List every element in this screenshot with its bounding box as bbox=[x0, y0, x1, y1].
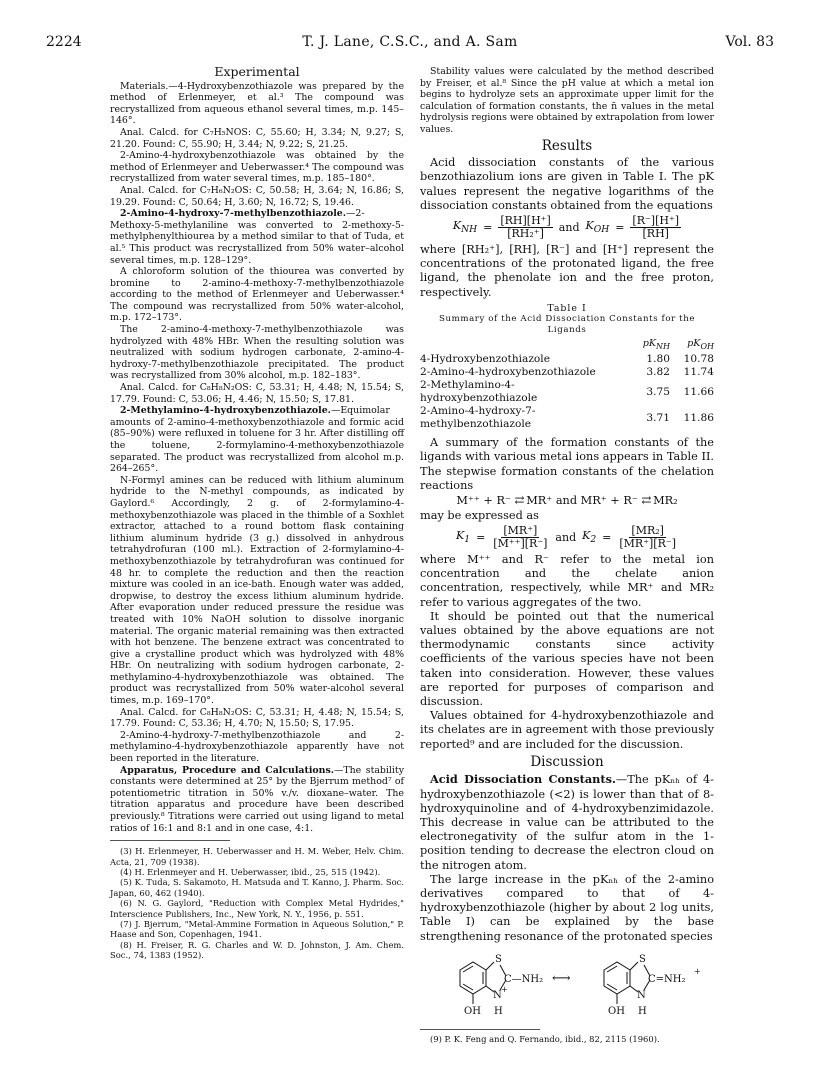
atom-label: H bbox=[638, 1005, 647, 1017]
paragraph: 2-Amino-4-hydroxybenzothiazole was obtained by the method of Erlenmeyer and Ueberwasser.⁴ The compound was recrystallized from water several times, m.p. 185–180°. bbox=[110, 150, 404, 185]
subheading: Acid Dissociation Constants. bbox=[430, 772, 616, 787]
equation-formation bbox=[420, 525, 714, 550]
paragraph: Values obtained for 4-hydroxybenzothiazole and its chelates are in agreement with those previously reported⁹ and are included for the discussion. bbox=[420, 709, 714, 751]
subheading: 2-Amino-4-hydroxy-7-methylbenzothiazole. bbox=[120, 208, 346, 220]
paragraph: A chloroform solution of the thiourea was converted by bromine to 2-amino-4-methoxy-7-methylbenzothiazole according to the method of Erlenmeyer and Ueberwasser.⁴ The compound was recrystallized from 50% water-alcohol, m.p. 172–173°. bbox=[110, 266, 404, 324]
paragraph bbox=[110, 405, 404, 475]
fraction: $\frac{[RH][H^+]}{\text{[RH₂⁺]}}$ bbox=[500, 213, 551, 240]
eq-symbol: $K_1$ bbox=[456, 528, 471, 545]
reference-item: (4) H. Erlenmeyer and H. Ueberwasser, ibid., 25, 515 (1942). bbox=[120, 867, 381, 877]
equation-dissociation bbox=[420, 215, 714, 240]
paragraph: Acid dissociation constants of the various benzothiazolium ions are given in Table I. The pK values represent the negative logarithms of the dissociation constants obtained from the equations bbox=[420, 156, 714, 212]
table-row: 2-Methylamino-4-hydroxybenzothiazole 3.75 11.66 bbox=[420, 379, 714, 405]
reference-item: (3) H. Erlenmeyer, H. Ueberwasser and H. M. Weber, Helv. Chim. Acta, 21, 709 (1938). bbox=[110, 846, 404, 867]
table-row: 2-Amino-4-hydroxybenzothiazole 3.82 11.74 bbox=[420, 366, 714, 379]
paragraph: It should be pointed out that the numerical values obtained by the above equations are not thermodynamic constants since activity coefficients of the various species have not been taken into consideration. However, these values are reported for purposes of comparison and discussion. bbox=[420, 609, 714, 708]
results-heading: Results bbox=[541, 137, 593, 154]
paragraph: Anal. Calcd. for C₈H₈N₂OS: C, 53.31; H, 4.48; N, 15.54; S, 17.79. Found: C, 53.06; H, 4.46; N, 15.50; S, 17.81. bbox=[110, 382, 404, 405]
eq-equals: = bbox=[483, 220, 493, 234]
paragraph-text: —Equimolar amounts of 2-amino-4-methoxybenzothiazole and formic acid (85–90%) were refluxed in toluene for 3 hr. After distilling off the toluene, 2-formylamino-4-methoxybenzothiazole separated. The product was recrystallized from alcohol m.p. 264–265°. bbox=[110, 405, 404, 475]
discussion-heading: Discussion bbox=[530, 753, 604, 770]
eq-equals: = bbox=[615, 220, 625, 234]
eq-equals: = bbox=[476, 530, 486, 544]
paragraph bbox=[110, 765, 404, 835]
charge-label: + bbox=[501, 984, 508, 994]
fraction: $\frac{[R^-][H^+]}{[RH]}$ bbox=[632, 213, 680, 240]
resonance-structure-diagram bbox=[420, 948, 714, 1020]
atom-label: OH bbox=[608, 1005, 625, 1017]
table-header-row bbox=[420, 337, 714, 353]
resonance-arrow-icon: ⟷ bbox=[552, 970, 571, 986]
equilibrium-arrow-icon: ⇄ bbox=[514, 493, 523, 508]
atom-label: H bbox=[494, 1005, 503, 1017]
reaction-equation: M⁺⁺ + R⁻ ⇄ MR⁺ and MR⁺ + R⁻ ⇄ MR₂ bbox=[456, 493, 678, 508]
atom-label: C=NH₂ bbox=[648, 973, 686, 985]
table-title: Summary of the Acid Dissociation Constants for the bbox=[438, 314, 696, 325]
paragraph bbox=[110, 208, 404, 266]
dissociation-table bbox=[420, 337, 714, 431]
atom-label: N bbox=[493, 989, 502, 1001]
table-title: Ligands bbox=[547, 325, 587, 336]
paragraph: Materials.—4-Hydroxybenzothiazole was prepared by the method of Erlenmeyer, et al.³ The compound was recrystallized from aqueous ethanol several times, m.p. 145–146°. bbox=[110, 80, 404, 127]
atom-label: S bbox=[495, 953, 502, 965]
atom-label: N bbox=[637, 989, 646, 1001]
right-column bbox=[420, 66, 714, 1045]
left-column bbox=[110, 66, 404, 961]
column-header: $pK_{OH}$ bbox=[687, 338, 714, 352]
paragraph: Anal. Calcd. for C₈H₈N₂OS: C, 53.31; H, 4.48; N, 15.54; S, 17.79. Found: C, 53.36; H, 4.70; N, 15.50; S, 17.95. bbox=[110, 706, 404, 730]
eq-symbol: $K_{NH}$ bbox=[452, 218, 478, 236]
paragraph: where M⁺⁺ and R⁻ refer to the metal ion concentration and the chelate anion concentration, respectively, while MR⁺ and MR₂ refer to various aggregates of the two. bbox=[420, 552, 714, 609]
paragraph: N-Formyl amines can be reduced with lithium aluminum hydride to the N-methyl compounds, as indicated by Gaylord.⁶ Accordingly, 2 g. of 2-formylamino-4-methoxybenzothiazole was placed in the thimble of a Soxhlet extractor, attached to a round bottom flask containing lithium aluminum hydride (3 g.) dissolved in anhydrous tetrahydrofuran (100 ml.). Extraction of 2-formylamino-4-methoxybenzothiazole by tetrahydrofuran was continued for 48 hr. to complete the reduction and then the reaction mixture was cooled in an ice-bath. Enough water was added, dropwise, to destroy the excess lithium aluminum hydride. After evaporation under reduced pressure the residue was treated with 10% NaOH solution to dissolve inorganic material. The organic material remaining was then extracted with hot benzene. The benzene extract was concentrated to give a crystalline product which was hydrolyzed with 48% HBr. On neutralizing with sodium hydrogen carbonate, 2-methylamino-4-hydroxybenzothiazole was obtained. The product was recrystallized from 50% water-alcohol several times, m.p. 169–170°. bbox=[110, 474, 404, 707]
paragraph: may be expressed as bbox=[420, 508, 539, 522]
atom-label: OH bbox=[464, 1005, 481, 1017]
page-header bbox=[46, 34, 774, 54]
paragraph: A summary of the formation constants of the ligands with various metal ions appears in Table II. The stepwise formation constants of the chelation reactions bbox=[420, 436, 714, 492]
paragraph bbox=[420, 772, 714, 872]
footnote-rule bbox=[420, 1029, 540, 1030]
running-title: T. J. Lane, C.S.C., and A. Sam bbox=[302, 34, 518, 50]
paragraph-text: —The stability constants were determined at 25° by the Bjerrum method⁷ of potentiometric titration in 50% v./v. dioxane–water. The titration apparatus and procedure have been described previously.⁸ Titrations were carried out using ligand to metal ratios of 16:1 and 8:1 and in one case, 4:1. bbox=[110, 764, 404, 834]
paragraph-text: —2-Methoxy-5-methylaniline was converted to 2-methoxy-5-methylphenylthiourea by a method similar to that of Tuda, et al.⁵ This product was recrystallized from 50% water–alcohol several times, m.p. 128–129°. bbox=[110, 208, 404, 266]
subheading: 2-Methylamino-4-hydroxybenzothiazole. bbox=[120, 405, 331, 417]
paragraph: The large increase in the pKₙₕ of the 2-amino derivatives compared to that of 4-hydroxybenzothiazole (higher by about 2 log units, Table I) can be explained by the base strengthening resonance of the protonated species bbox=[420, 872, 714, 943]
footnote: (9) P. K. Feng and Q. Fernando, ibid., 82, 2115 (1960). bbox=[430, 1034, 660, 1045]
paragraph: Stability values were calculated by the method described by Freiser, et al.⁸ Since the pH value at which a metal ion begins to hydrolyze sets an approximate upper limit for the calculation of formation constants, the n̄ values in the metal hydrolysis regions were obtained by extrapolation from lower values. bbox=[420, 66, 714, 135]
eq-symbol: $K_{OH}$ bbox=[585, 218, 610, 236]
paragraph: Anal. Calcd. for C₇H₅NOS: C, 55.60; H, 3.34; N, 9.27; S, 21.20. Found: C, 55.90; H, 3.44; N, 9.22; S, 21.25. bbox=[110, 126, 404, 150]
atom-label: S bbox=[639, 953, 646, 965]
fraction: $\frac{\text{[MR₂]}}{[MR^+][R^-]}$ bbox=[619, 523, 676, 550]
charge-label: + bbox=[694, 966, 701, 976]
reference-item: (5) K. Tuda, S. Sakamoto, H. Matsuda and T. Kanno, J. Pharm. Soc. Japan, 60, 462 (1940). bbox=[110, 877, 404, 898]
eq-equals: = bbox=[602, 530, 612, 544]
column-header: $pK_{NH}$ bbox=[642, 338, 670, 352]
eq-symbol: $K_2$ bbox=[582, 528, 597, 545]
footnote-area bbox=[420, 1029, 714, 1044]
paragraph: where [RH₂⁺], [RH], [R⁻] and [H⁺] represent the concentrations of the protonated ligand, the free ligand, the phenolate ion and the free proton, respectively. bbox=[420, 242, 714, 299]
reference-item: (7) J. Bjerrum, "Metal-Ammine Formation in Aqueous Solution," P. Haase and Son, Copenhagen, 1941. bbox=[110, 919, 404, 940]
table-row: 2-Amino-4-hydroxy-7-methylbenzothiazole 3.71 11.86 bbox=[420, 405, 714, 431]
eq-and: and bbox=[558, 220, 580, 234]
fraction: $\frac{[MR^+]}{[M^{++}][R^-]}$ bbox=[493, 523, 548, 550]
table-label: Table I bbox=[547, 302, 587, 314]
paragraph: The 2-amino-4-methoxy-7-methylbenzothiazole was hydrolyzed with 48% HBr. When the resulting solution was neutralized with sodium hydrogen carbonate, 2-amino-4-hydroxy-7-methylbenzothiazole precipitated. The product was recrystallized from 30% alcohol, m.p. 182–183°. bbox=[110, 324, 404, 382]
volume-number: Vol. 83 bbox=[725, 34, 774, 50]
subheading: Apparatus, Procedure and Calculations. bbox=[120, 764, 335, 776]
reference-item: (6) N. G. Gaylord, "Reduction with Complex Metal Hydrides," Interscience Publishers, Inc., New York, N. Y., 1956, p. 551. bbox=[110, 898, 404, 919]
eq-and: and bbox=[555, 530, 577, 544]
reference-item: (8) H. Freiser, R. G. Charles and W. D. Johnston, J. Am. Chem. Soc., 74, 1383 (1952). bbox=[110, 939, 404, 961]
experimental-heading: Experimental bbox=[214, 64, 300, 79]
equilibrium-arrow-icon: ⇄ bbox=[641, 493, 650, 508]
paragraph: 2-Amino-4-hydroxy-7-methylbenzothiazole and 2-methylamino-4-hydroxybenzothiazole apparently have not been reported in the literature. bbox=[110, 729, 404, 765]
table-row: 4-Hydroxybenzothiazole 1.80 10.78 bbox=[420, 353, 714, 366]
reference-list bbox=[110, 846, 404, 960]
atom-label: C—NH₂ bbox=[504, 973, 544, 985]
paragraph-text: —The pKₙₕ of 4-hydroxybenzothiazole (<2) is lower than that of 8-hydroxyquinoline and of 4-hydroxybenzimidazole. This decrease in value can be attributed to the electronegativity of the sulfur atom in the 1-position tending to decrease the electron cloud on the nitrogen atom. bbox=[420, 773, 714, 872]
page-number: 2224 bbox=[46, 34, 82, 50]
paragraph: Anal. Calcd. for C₇H₆N₂OS: C, 50.58; H, 3.64; N, 16.86; S, 19.29. Found: C, 50.64; H, 3.60; N, 16.72; S, 19.46. bbox=[110, 184, 404, 208]
